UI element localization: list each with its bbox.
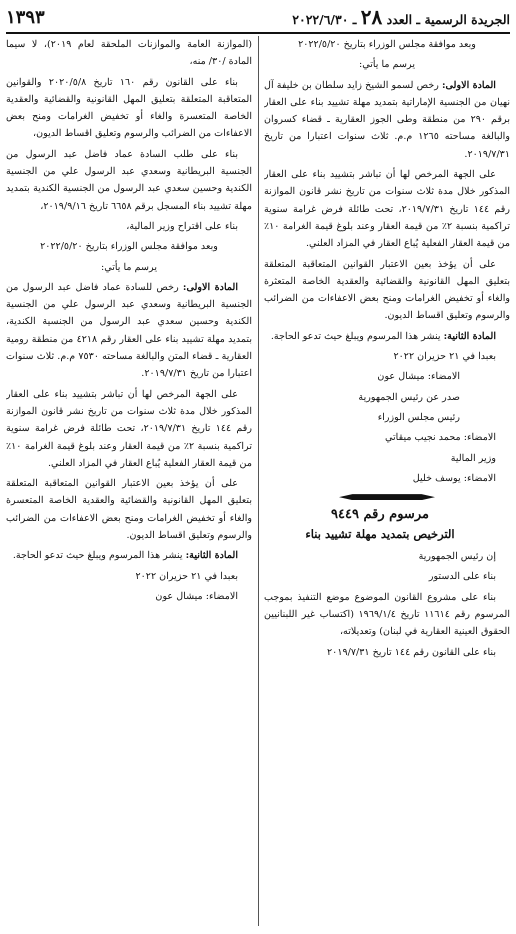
signature: الامضاء: ميشال عون <box>155 590 238 602</box>
paragraph: (الموازنة العامة والموازنات الملحقة لعام ٢٠١٩)، لا سيما المادة /٣٠/ منه، <box>6 39 252 68</box>
paragraph: على الجهة المرخص لها أن تباشر بتشييد بناء على العقار المذكور خلال مدة ثلاث سنوات من تاريخ نشر قانون الموازنة رقم ١٤٤ تاريخ ٢٠١٩/٧/٣١، تحت طائلة فرض غرامة سنوية تراكمية بنسبة ٢٪ من قيمة العقار وعند بلوغ قيمة الغرامة ١٠٪ من قيمة العقار الفعلية يُباع العقار في المزاد العلني. <box>264 169 510 250</box>
paragraph: يرسم ما يأتي: <box>358 59 416 71</box>
signature: رئيس مجلس الوزراء <box>377 411 460 423</box>
article-one <box>264 77 510 163</box>
article-label: المادة الثانية: <box>185 550 238 562</box>
paragraph: يرسم ما يأتي: <box>100 261 158 273</box>
paragraph: وبعد موافقة مجلس الوزراء بتاريخ ٢٠٢٢/٥/٢٠ <box>40 241 218 253</box>
decree-title: مرسوم رقم ٩٤٤٩ <box>331 507 429 523</box>
article-text: رخص للسادة عماد فاضل عبد الرسول من الجنسية البريطانية وسعدي عبد الرسول علي من الجنسية الكندية وحسين سعدي عبد الرسول من الجنسية الكندية، بتمديد مهلة تشييد بناء على العقار رقم ٤٢١٨ من منطقة رومية العقارية ـ قضاء المتن والبالغة مساحته ٧٥٣٠ م.م. ثلاث سنوات اعتبارا من تاريخ ٢٠١٩/٧/٣١. <box>6 281 252 380</box>
paragraph: بناء على طلب السادة عماد فاضل عبد الرسول من الجنسية البريطانية وسعدي عبد الرسول علي من الجنسية الكندية وحسين سعدي عبد الرسول من الجنسية الكندية بتمديد مهلة تشييد بناء المسجل برقم ٦٦٥٨ تاريخ ٢٠١٩/٩/١٦، <box>6 148 252 212</box>
left-column <box>6 36 252 926</box>
paragraph: إن رئيس الجمهورية <box>418 551 496 563</box>
signature: الامضاء: محمد نجيب ميقاتي <box>385 432 496 444</box>
paragraph: بناء على مشروع القانون الموضوع موضع التنفيذ بموجب المرسوم رقم ١١٦١٤ تاريخ ١٩٦٩/١/٤ (اكتساب غير اللبنانيين الحقوق العينية العقارية في لبنان) وتعديلاته، <box>264 591 510 638</box>
column-divider <box>258 36 259 926</box>
article-label: المادة الاولى: <box>182 281 238 293</box>
paragraph: على أن يؤخذ بعين الاعتبار القوانين المتعاقبة المتعلقة بتعليق المهل القانونية والقضائية والعقدية الخاصة المتعسرة والغاء أو تخفيض الغرامات ومنح بعض الاعفاءات من الضرائب والرسوم وتعليق اقساط الديون. <box>6 478 252 542</box>
signature-date: بعبدا في ٢١ حزيران ٢٠٢٢ <box>135 570 238 582</box>
paragraph: بناء على القانون رقم ١٤٤ تاريخ ٢٠١٩/٧/٣١ <box>327 646 496 658</box>
right-column <box>264 36 510 926</box>
issue-date: ـ ٢٠٢٢/٦/٣٠ <box>292 12 357 27</box>
paragraph: بناء على القانون رقم ١٦٠ تاريخ ٢٠٢٠/٥/٨ والقوانين المتعاقبة المتعلقة بتعليق المهل القانونية والقضائية والعقدية الخاصة المتعسرة والغاء أو تخفيض الغرامات ومنح بعض الاعفاءات من الضرائب والرسوم وتعليق اقساط الديون، <box>6 76 252 140</box>
paragraph: بناء على الدستور <box>428 571 496 583</box>
page-header <box>6 4 510 34</box>
article-label: المادة الاولى: <box>442 79 496 91</box>
signature-date: بعبدا في ٢١ حزيران ٢٠٢٢ <box>393 351 496 363</box>
article-two <box>6 547 252 564</box>
article-label: المادة الثانية: <box>443 330 496 342</box>
paragraph: بناء على اقتراح وزير المالية، <box>126 220 238 232</box>
signature: صدر عن رئيس الجمهورية <box>358 391 460 403</box>
article-text: ينشر هذا المرسوم ويبلغ حيث تدعو الحاجة. <box>270 330 444 342</box>
section-divider <box>339 494 435 500</box>
paragraph: وبعد موافقة مجلس الوزراء بتاريخ ٢٠٢٢/٥/٢٠ <box>298 39 476 50</box>
signature: الامضاء: ميشال عون <box>377 371 460 383</box>
article-one <box>6 279 252 383</box>
journal-name: الجريدة الرسمية ـ العدد <box>386 12 510 27</box>
page-number: ١٣٩٣ <box>6 6 45 28</box>
issue-number: ٢٨ <box>360 5 383 29</box>
article-two <box>264 328 510 345</box>
decree-subtitle: الترخيص بتمديد مهلة تشييد بناء <box>305 527 455 542</box>
signature: الامضاء: يوسف خليل <box>412 472 496 484</box>
paragraph: على أن يؤخذ بعين الاعتبار القوانين المتعاقبة المتعلقة بتعليق المهل القانونية والقضائية والعقدية الخاصة المتعثرة والغاء أو تخفيض الغرامات ومنح بعض الاعفاءات من الضرائب والرسوم وتعليق اقساط الديون. <box>264 258 510 322</box>
paragraph: على الجهة المرخص لها أن تباشر بتشييد بناء على العقار المذكور خلال مدة ثلاث سنوات من تاريخ نشر قانون الموازنة رقم ١٤٤ تاريخ ٢٠١٩/٧/٣١، تحت طائلة فرض غرامة سنوية تراكمية بنسبة ٢٪ من قيمة العقار وعند بلوغ قيمة الغرامة ١٠٪ من قيمة العقار الفعلية يُباع العقار في المزاد العلني. <box>6 388 252 469</box>
article-text: رخص لسمو الشيخ زايد سلطان بن خليفة آل نهيان من الجنسية الإماراتية بتمديد مهلة تشييد بناء على العقار برقم ٢٩٠ من منطقة وطى الجوز العقارية ـ قضاء كسروان والبالغة مساحته ١٢٦٥ م.م. ثلاث سنوات اعتبارا من تاريخ ٢٠١٩/٧/٣١. <box>264 79 510 160</box>
article-text: ينشر هذا المرسوم ويبلغ حيث تدعو الحاجة. <box>12 550 186 562</box>
header-title <box>292 5 510 29</box>
signature: وزير المالية <box>450 452 496 464</box>
